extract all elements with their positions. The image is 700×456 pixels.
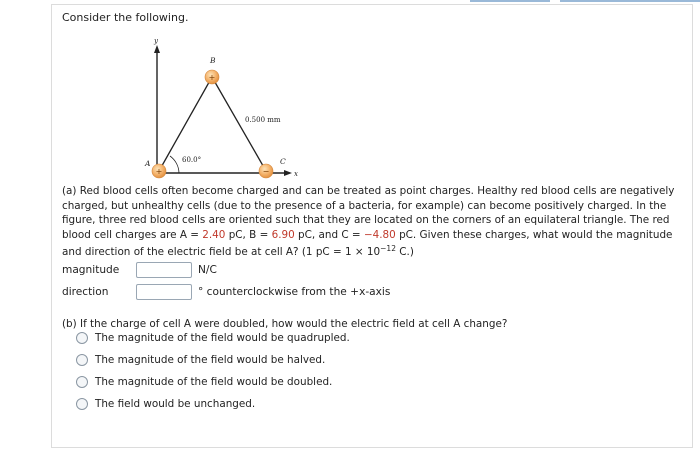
charge-c-value: −4.80 <box>363 228 396 241</box>
option-label: The field would be unchanged. <box>95 398 256 410</box>
y-axis-label: y <box>154 37 158 45</box>
direction-input[interactable] <box>136 284 192 300</box>
option-doubled[interactable] <box>76 376 332 388</box>
radio-button[interactable] <box>76 354 88 366</box>
magnitude-label: magnitude <box>62 264 120 276</box>
part-a-text-1: (a) Red blood cells often become charged and can be treated as point charges. Healthy red blood cells are negatively charged, but unhealthy cells (due to the presence of a bacteria, for example) can become positively charged. In the figure, three red blood cells are oriented such that they are located on the corners of an equilateral triangle. The red blood cell charges are A = <box>62 185 675 241</box>
part-a-text-2: pC, B = <box>225 228 272 241</box>
top-tab-indicator-right <box>560 0 700 2</box>
magnitude-input[interactable] <box>136 262 192 278</box>
option-unchanged[interactable] <box>76 398 255 410</box>
angle-arc <box>170 156 179 173</box>
option-label: The magnitude of the field would be doubled. <box>95 376 333 388</box>
top-tab-indicator-left <box>470 0 550 2</box>
option-label: The magnitude of the field would be quadrupled. <box>95 332 350 344</box>
direction-unit: ° counterclockwise from the +x-axis <box>198 286 391 298</box>
exponent: −12 <box>380 244 396 254</box>
charge-a-sign: + <box>155 167 163 176</box>
radio-button[interactable] <box>76 332 88 344</box>
option-quadrupled[interactable] <box>76 332 350 344</box>
part-a-text-4: pC. Given these charges, what would the magnitude and direction of the electric field be at cell A? (1 pC = 1 × 10 <box>62 228 673 259</box>
part-a-text <box>62 184 682 260</box>
y-axis-arrow <box>154 45 160 53</box>
option-label: The magnitude of the field would be halved. <box>95 354 326 366</box>
label-b: B <box>210 56 216 65</box>
side-bc <box>212 77 266 171</box>
angle-label: 60.0° <box>182 156 202 164</box>
charge-c-sign: − <box>262 167 270 176</box>
radio-button[interactable] <box>76 376 88 388</box>
label-a: A <box>145 159 151 168</box>
charge-b-value: 6.90 <box>271 228 295 241</box>
option-halved[interactable] <box>76 354 325 366</box>
x-axis-arrow <box>284 170 292 176</box>
magnitude-unit: N/C <box>198 264 217 276</box>
question-heading: Consider the following. <box>62 11 189 24</box>
charge-b-sign: + <box>208 73 216 82</box>
equilateral-triangle-figure <box>140 35 320 180</box>
part-a-text-5: C.) <box>395 246 414 259</box>
part-b-question: (b) If the charge of cell A were doubled, how would the electric field at cell A change? <box>62 318 508 330</box>
label-c: C <box>280 157 286 166</box>
magnitude-row <box>62 262 217 278</box>
part-a-text-3: pC, and C = <box>294 228 364 241</box>
radio-button[interactable] <box>76 398 88 410</box>
side-length-label: 0.500 mm <box>245 116 281 124</box>
direction-label: direction <box>62 286 109 298</box>
direction-row <box>62 284 390 300</box>
charge-a-value: 2.40 <box>202 228 226 241</box>
x-axis-label: x <box>294 170 298 178</box>
